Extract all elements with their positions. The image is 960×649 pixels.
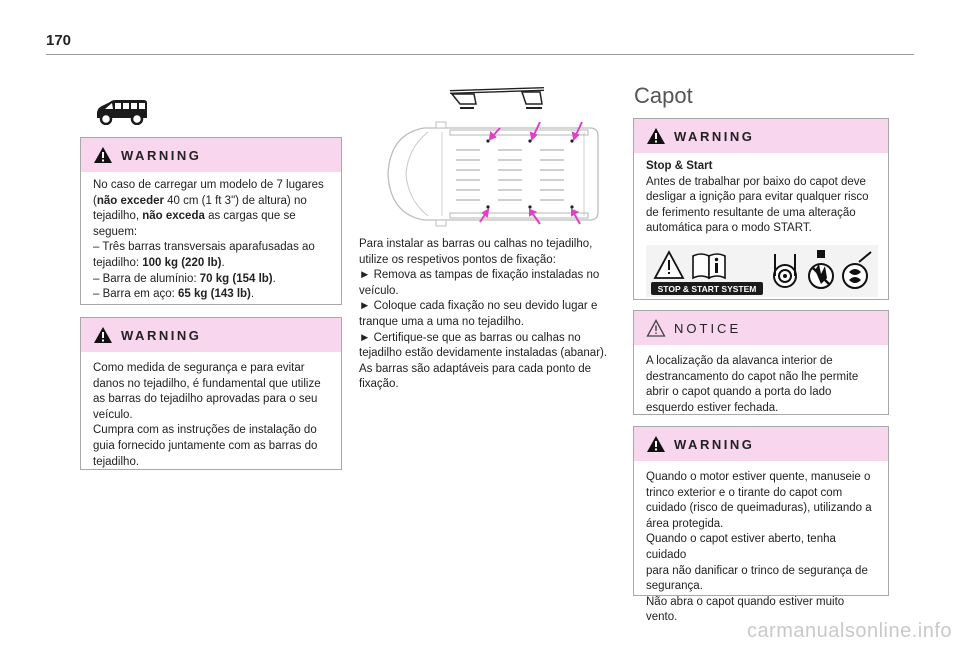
- notice-header: [634, 311, 888, 345]
- text-line: danos no tejadilho, é fundamental que utilize: [93, 377, 321, 390]
- text-line: (não exceder 40 cm (1 ft 3") de altura) no: [93, 194, 307, 207]
- text-line: esquerdo estiver fechada.: [646, 401, 779, 414]
- text-line: As barras são adaptáveis para cada ponto de: [359, 362, 592, 375]
- stop-start-heading: Stop & Start: [646, 160, 713, 172]
- text-line: utilize os respetivos pontos de fixação:: [359, 253, 556, 266]
- text-line: Quando o motor estiver quente, manuseie o: [646, 471, 871, 483]
- text-line: tejadilho: 100 kg (220 lb).: [93, 256, 225, 269]
- warning-triangle-icon: [93, 326, 113, 344]
- section-title: Capot: [634, 83, 693, 108]
- text-line: tejadilho, não exceda as cargas que se: [93, 210, 296, 223]
- text-line: abrir o capot quando a porta do lado: [646, 386, 832, 399]
- warning-body: [81, 352, 341, 478]
- text-line: área protegida.: [646, 517, 724, 530]
- fan-belt-icon: [774, 254, 796, 287]
- text-line: tejadilho.: [93, 455, 140, 468]
- text-line: as barras do tejadilho aprovadas para o seu: [93, 393, 318, 406]
- van-icon: [94, 99, 148, 125]
- warning-triangle-icon: [646, 435, 666, 453]
- text-line: Cumpra com as instruções de instalação do: [93, 424, 317, 437]
- roof-bars-instructions: [359, 237, 619, 393]
- footer-watermark[interactable]: carmanualsonline.info: [746, 620, 952, 642]
- warning-triangle-icon: [646, 127, 666, 145]
- stop-start-pictograms: [649, 246, 875, 296]
- text-line: – Barra de alumínio: 70 kg (154 lb).: [93, 272, 276, 285]
- text-line: – Barra em aço: 65 kg (143 lb).: [93, 288, 255, 301]
- text-line: A localização da alavanca interior de: [646, 355, 833, 367]
- no-hands-icon: [809, 250, 833, 288]
- text-line: ► Certifique-se que as barras ou calhas no: [359, 331, 581, 344]
- warning-body: [634, 153, 888, 307]
- notice-box: [633, 310, 889, 415]
- text-line: veículo.: [359, 284, 399, 297]
- warning-title: WARNING: [121, 327, 202, 343]
- text-line: cuidado (risco de queimaduras), utilizando a: [646, 502, 872, 515]
- top-divider: [46, 54, 914, 55]
- text-line: automática para o modo START.: [646, 222, 812, 235]
- warning-header: [81, 138, 341, 172]
- text-line: Quando o capot estiver aberto, tenha cuidado: [646, 533, 836, 561]
- warning-body: [81, 172, 341, 311]
- page-number: 170: [46, 32, 72, 49]
- text-line: ► Coloque cada fixação no seu devido lugar e: [359, 300, 598, 313]
- warning-body: [634, 461, 888, 634]
- text-line: seguem:: [93, 225, 138, 238]
- warning-header: [634, 427, 888, 461]
- text-line: fixação.: [359, 378, 399, 391]
- notice-triangle-icon: [646, 319, 666, 337]
- roof-bar-icon: [446, 82, 550, 116]
- text-line: veículo.: [93, 408, 133, 421]
- text-line: destrancamento do capot não lhe permite: [646, 370, 859, 383]
- warning-triangle-icon: [93, 146, 113, 164]
- text-line: segurança.: [646, 580, 703, 593]
- warning-box-roofbars: [80, 317, 342, 470]
- text-line: tejadilho estão devidamente instaladas (abanar).: [359, 347, 608, 360]
- fan-hazard-icon: [843, 252, 871, 288]
- warning-header: [81, 318, 341, 352]
- warning-title: WARNING: [674, 436, 755, 452]
- stop-start-banner: [646, 245, 878, 297]
- warning-box-stopstart: [633, 118, 889, 300]
- text-line: Antes de trabalhar por baixo do capot deve: [646, 175, 866, 188]
- warning-title: WARNING: [674, 128, 755, 144]
- text-line: – Três barras transversais aparafusadas ao: [93, 241, 315, 254]
- text-line: guia fornecido juntamente com as barras do: [93, 439, 318, 452]
- warning-box-load: [80, 137, 342, 305]
- van-top-view-icon: [384, 118, 606, 230]
- text-line: No caso de carregar um modelo de 7 lugares: [93, 179, 324, 191]
- manual-info-icon: [693, 254, 725, 278]
- notice-body: [634, 345, 888, 424]
- text-line: de ferimento resultante de uma alteração: [646, 206, 856, 219]
- text-line: para não danificar o trinco de segurança de: [646, 564, 868, 577]
- banner-label: STOP & START SYSTEM: [657, 283, 757, 294]
- warning-header: [634, 119, 888, 153]
- warning-box-hot-engine: [633, 426, 889, 624]
- text-line: tranque uma a uma no tejadilho.: [359, 315, 524, 328]
- text-line: Como medida de segurança e para evitar: [93, 362, 305, 374]
- text-line: desligar a ignição para evitar qualquer risco: [646, 191, 869, 204]
- notice-title: NOTICE: [674, 320, 742, 336]
- text-line: ► Remova as tampas de fixação instaladas no: [359, 269, 600, 282]
- text-line: Não abra o capot quando estiver muito vento.: [646, 595, 845, 624]
- text-line: trinco exterior e o tirante do capot com: [646, 486, 843, 499]
- warning-title: WARNING: [121, 147, 202, 163]
- text-line: Para instalar as barras ou calhas no tejadilho,: [359, 238, 593, 250]
